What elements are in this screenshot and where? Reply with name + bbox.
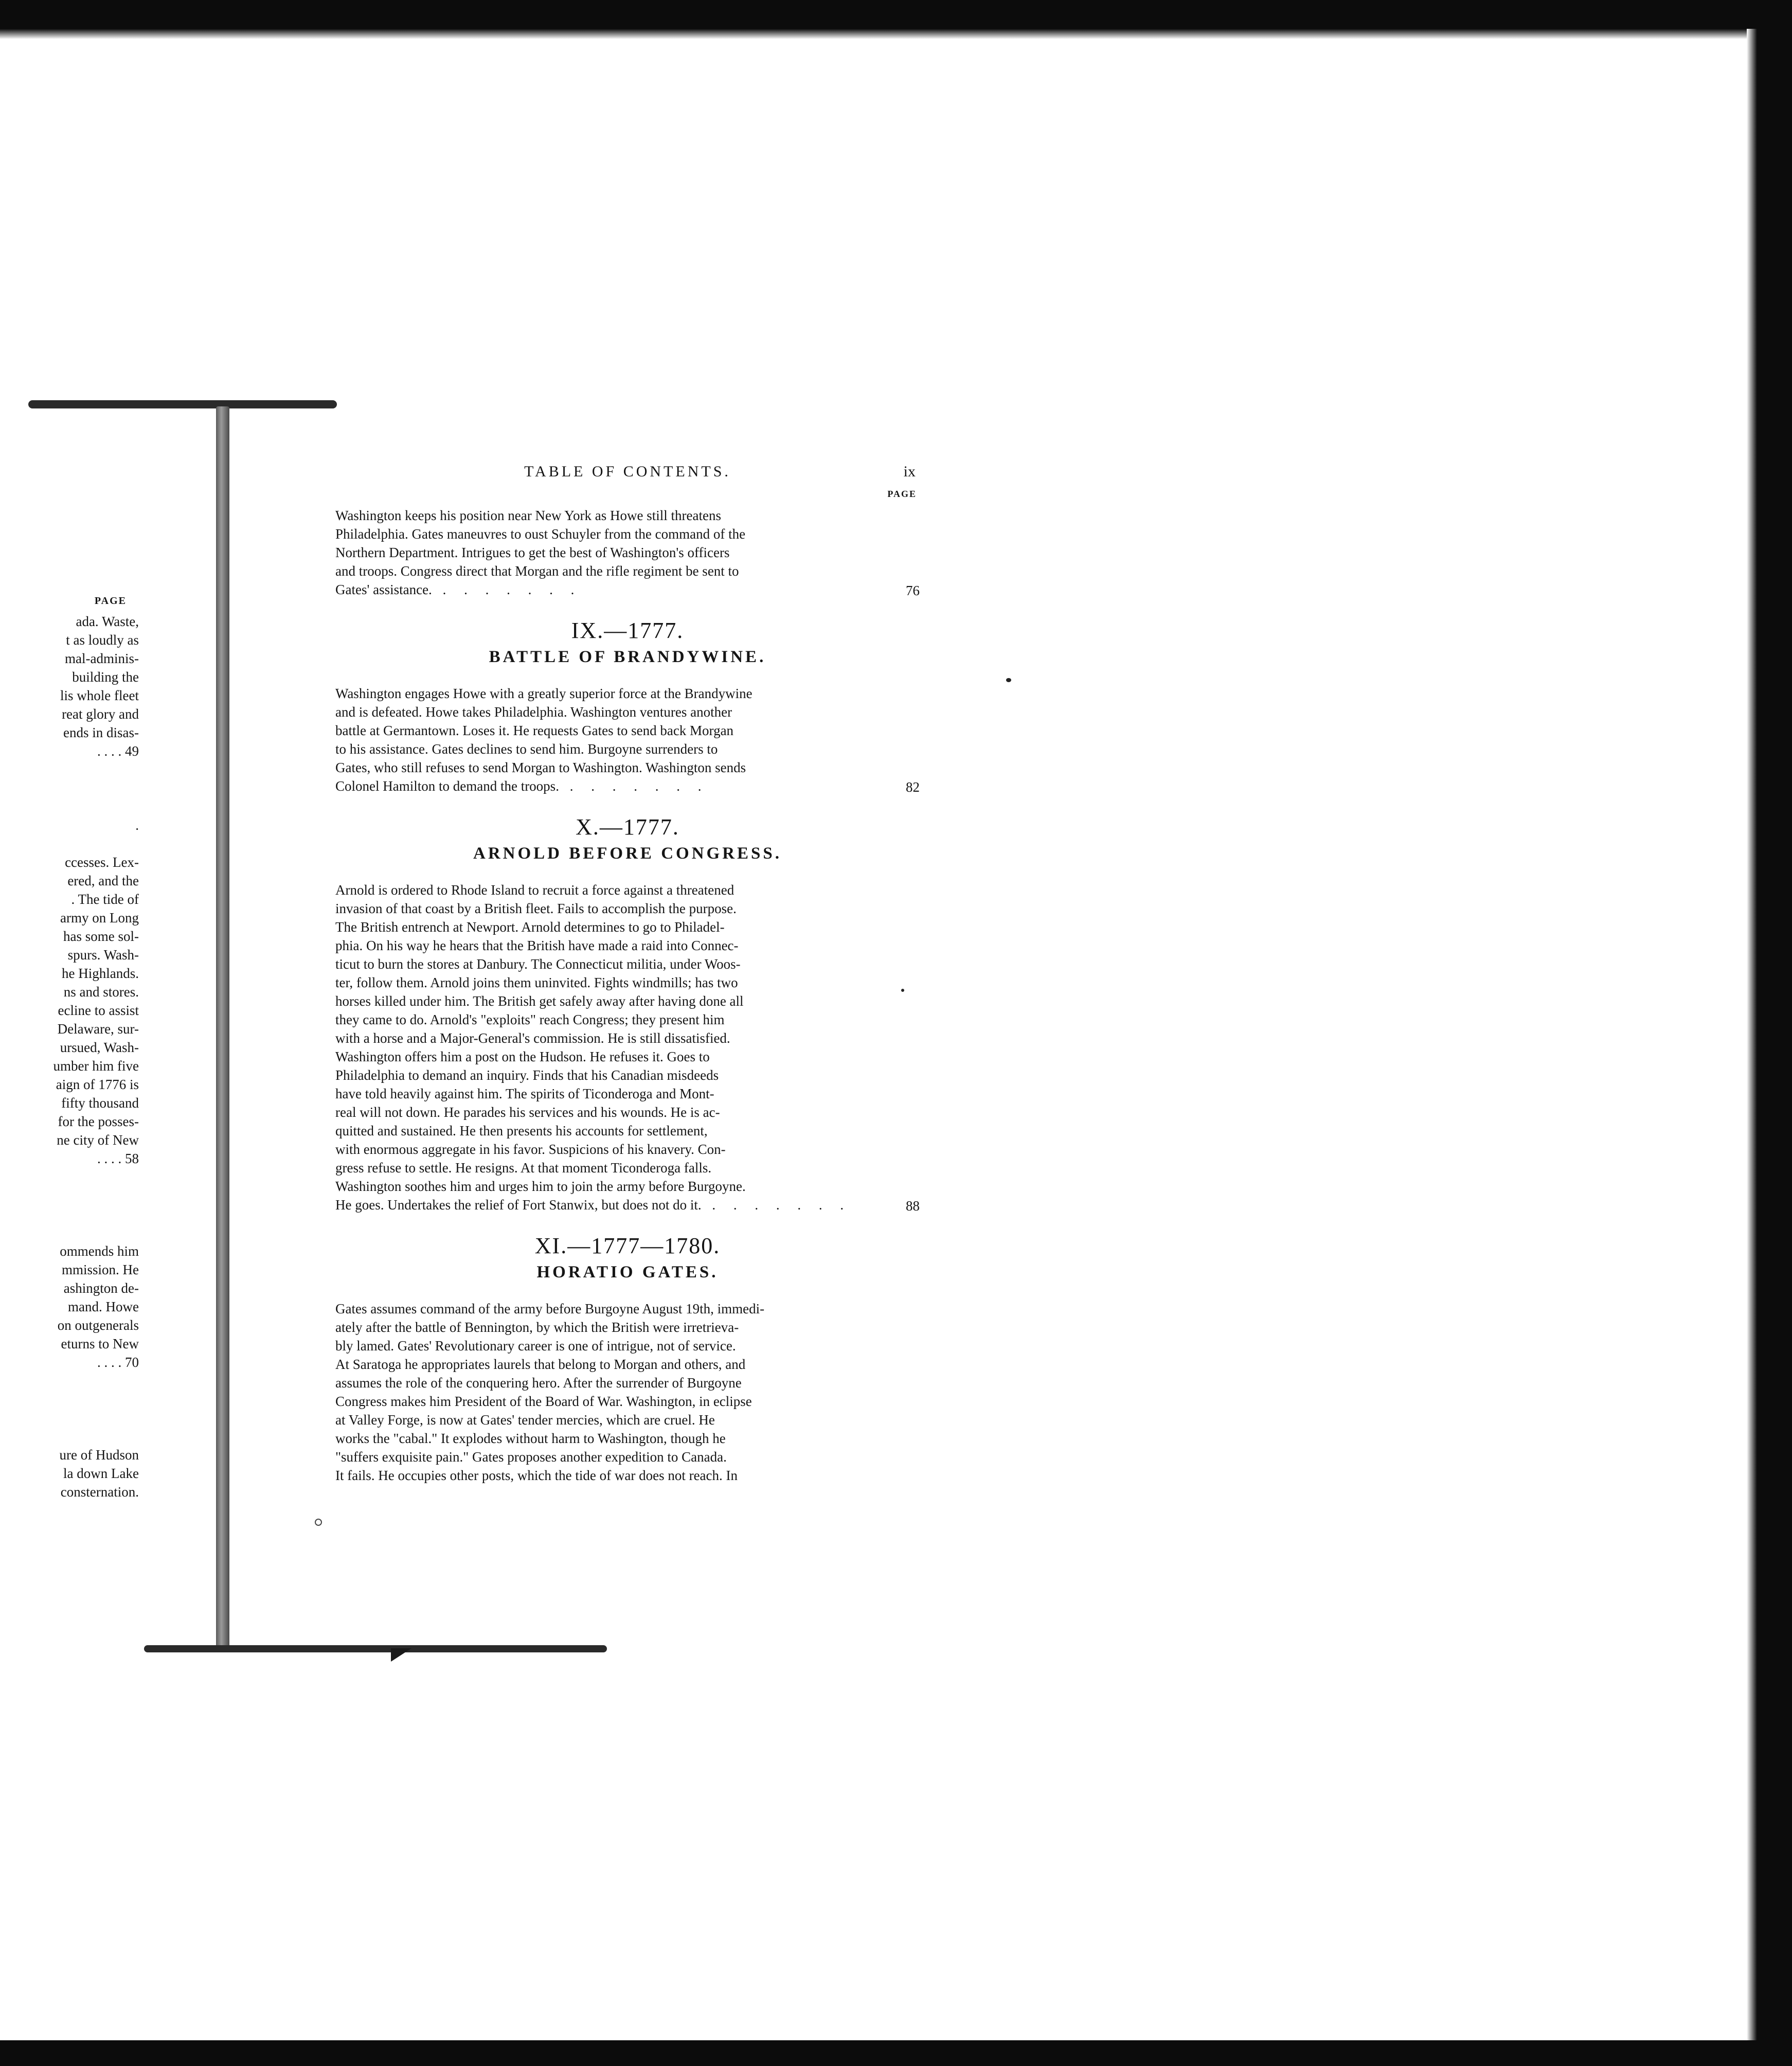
summary-line: ter, follow them. Arnold joins them uninvited. Fights windmills; has two [335,975,738,990]
previous-page-line: t as loudly as [66,632,139,648]
running-title: TABLE OF CONTENTS. [524,463,731,480]
previous-page-line: lis whole fleet [60,688,139,703]
chapter-summary [329,881,926,1214]
previous-page-line: ccesses. Lex- [65,854,139,870]
summary-line: Arnold is ordered to Rhode Island to recruit a force against a threatened [335,882,734,898]
entry-page-number: 88 [906,1198,920,1214]
chapter-summary [329,684,926,795]
previous-page-line: ends in disas- [63,725,139,740]
dot-leaders: . . . . . . . [701,1197,851,1213]
previous-page-line: ommends him [60,1243,139,1259]
previous-page-line: he Highlands. [62,966,139,981]
toc-entries [329,506,926,1485]
summary-line: to his assistance. Gates declines to send him. Burgoyne surrenders to [335,741,718,757]
entry-page-number: 76 [906,583,920,598]
summary-line: battle at Germantown. Loses it. He requests Gates to send back Morgan [335,723,734,738]
chapter-summary [329,506,926,599]
summary-line: at Valley Forge, is now at Gates' tender mercies, which are cruel. He [335,1412,715,1428]
chapter-summary [329,1299,926,1485]
previous-page-line: umber him five [53,1058,139,1074]
summary-line: Northern Department. Intrigues to get the best of Washington's officers [335,545,730,560]
summary-line: real will not down. He parades his services and his wounds. He is ac- [335,1105,720,1120]
chapter-title: ARNOLD BEFORE CONGRESS. [473,844,782,863]
previous-page-line: Delaware, sur- [57,1021,139,1037]
clamp-bar-top [28,400,337,408]
chapter-number: X.—1777. [576,814,679,840]
toc-page [329,463,926,1485]
dot-leaders: . . . . . . . [559,778,709,794]
summary-line: with enormous aggregate in his favor. Suspicions of his knavery. Con- [335,1142,726,1157]
previous-page-line [0,1427,139,1446]
entry-page-number: 82 [906,779,920,795]
previous-page-line [0,1223,139,1242]
chapter-number: XI.—1777—1780. [534,1233,721,1258]
summary-line: Colonel Hamilton to demand the troops. . . . . . . . [335,778,709,794]
scan-border-shadow-right [1747,29,1757,2040]
previous-page-line: for the posses- [58,1114,139,1129]
scan-speck [315,1519,322,1526]
previous-page-line [0,1205,139,1223]
summary-line: they came to do. Arnold's "exploits" reach Congress; they present him [335,1012,725,1027]
previous-page-line: . [135,817,139,833]
previous-page-line: army on Long [60,910,139,925]
previous-page-label: PAGE [94,595,127,607]
previous-page-line: mal-adminis- [65,651,139,666]
previous-page-line [0,1186,139,1205]
summary-line: have told heavily against him. The spirits of Ticonderoga and Mont- [335,1086,714,1101]
dot-leaders: . . . . . . . [432,582,582,597]
summary-line: with a horse and a Major-General's commission. He is still dissatisfied. [335,1030,730,1046]
summary-line: invasion of that coast by a British fleet. Fails to accomplish the purpose. [335,901,737,916]
summary-line: At Saratoga he appropriates laurels that belong to Morgan and others, and [335,1357,746,1372]
summary-line: horses killed under him. The British get safely away after having done all [335,993,744,1009]
previous-page-line [0,1372,139,1390]
previous-page-line [0,834,139,853]
summary-line: phia. On his way he hears that the British have made a raid into Connec- [335,938,739,953]
previous-page-line: consternation. [60,1484,139,1500]
summary-line: ticut to burn the stores at Danbury. The Connecticut militia, under Woos- [335,956,741,972]
previous-page-line [0,797,139,816]
previous-page-line: reat glory and [62,706,139,722]
scan-speck [1006,678,1011,682]
summary-line: Philadelphia. Gates maneuvres to oust Schuyler from the command of the [335,526,746,542]
previous-page-line: has some sol- [63,929,139,944]
clamp-bar-bottom [144,1645,607,1652]
summary-line: Washington keeps his position near New York as Howe still threatens [335,508,721,523]
summary-line: Washington engages Howe with a greatly superior force at the Brandywine [335,686,752,701]
chapter-title: HORATIO GATES. [536,1263,719,1281]
summary-line: He goes. Undertakes the relief of Fort Stanwix, but does not do it. . . . . . . . [335,1197,851,1213]
page-number: ix [903,463,916,480]
previous-page-fragment [0,592,139,1501]
summary-line: and troops. Congress direct that Morgan and the rifle regiment be sent to [335,563,739,579]
previous-page-line: spurs. Wash- [67,947,139,963]
previous-page-line: . . . . 58 [97,1151,139,1166]
chapter-number: IX.—1777. [571,618,684,643]
previous-page-line: ns and stores. [63,984,139,1000]
summary-line: Gates assumes command of the army before Burgoyne August 19th, immedi- [335,1301,765,1316]
clamp-bar-vertical [216,406,229,1650]
previous-page-line: . The tide of [71,892,139,907]
summary-line: Philadelphia to demand an inquiry. Finds that his Canadian misdeeds [335,1067,719,1083]
summary-line: Washington offers him a post on the Hudson. He refuses it. Goes to [335,1049,710,1064]
previous-page-line: aign of 1776 is [56,1077,139,1092]
previous-page-line [0,1390,139,1409]
summary-line: The British entrench at Newport. Arnold determines to go to Philadel- [335,919,725,935]
previous-page-line: ure of Hudson [59,1447,139,1463]
previous-page-line: fifty thousand [61,1095,139,1111]
scan-border-shadow-top [0,29,1756,39]
summary-line: assumes the role of the conquering hero. After the surrender of Burgoyne [335,1375,742,1391]
previous-page-line [0,1409,139,1427]
scan-border-right [1756,0,1792,2066]
summary-line: Congress makes him President of the Board of War. Washington, in eclipse [335,1394,752,1409]
summary-line: and is defeated. Howe takes Philadelphia. Washington ventures another [335,704,732,720]
summary-line: ately after the battle of Bennington, by which the British were irretrieva- [335,1320,739,1335]
previous-page-line [0,760,139,779]
clamp-notch [391,1648,411,1662]
summary-line: Gates' assistance. . . . . . . . [335,582,582,597]
previous-page-line: ne city of New [57,1132,139,1148]
scan-border-bottom [0,2040,1792,2066]
summary-line: Washington soothes him and urges him to join the army before Burgoyne. [335,1179,746,1194]
summary-line: quitted and sustained. He then presents his accounts for settlement, [335,1123,708,1138]
running-head [329,463,926,489]
previous-page-line [0,1168,139,1186]
previous-page-line: building the [72,669,139,685]
summary-line: "suffers exquisite pain." Gates proposes another expedition to Canada. [335,1449,727,1465]
summary-line: bly lamed. Gates' Revolutionary career is one of intrigue, not of service. [335,1338,736,1353]
page-column-label: PAGE [887,489,917,499]
scan-border-top [0,0,1792,29]
previous-page-line: . . . . 70 [97,1355,139,1370]
previous-page-line: mmission. He [61,1262,139,1277]
summary-line: works the "cabal." It explodes without harm to Washington, though he [335,1431,726,1446]
previous-page-line: ada. Waste, [76,614,139,629]
previous-page-line: . . . . 49 [97,743,139,759]
summary-line: gress refuse to settle. He resigns. At that moment Ticonderoga falls. [335,1160,712,1176]
previous-page-line: ashington de- [63,1280,139,1296]
previous-page-line [0,779,139,797]
previous-page-line: ecline to assist [58,1003,139,1018]
previous-page-line: mand. Howe [68,1299,139,1314]
previous-page-line: on outgenerals [57,1317,139,1333]
previous-page-line: ursued, Wash- [60,1040,139,1055]
summary-line: Gates, who still refuses to send Morgan to Washington. Washington sends [335,760,746,775]
previous-page-line: eturns to New [61,1336,139,1351]
chapter-title: BATTLE OF BRANDYWINE. [489,648,766,666]
previous-page-lines [0,612,139,1501]
previous-page-line: ered, and the [67,873,139,888]
summary-line: It fails. He occupies other posts, which the tide of war does not reach. In [335,1468,738,1483]
previous-page-line: la down Lake [63,1466,139,1481]
